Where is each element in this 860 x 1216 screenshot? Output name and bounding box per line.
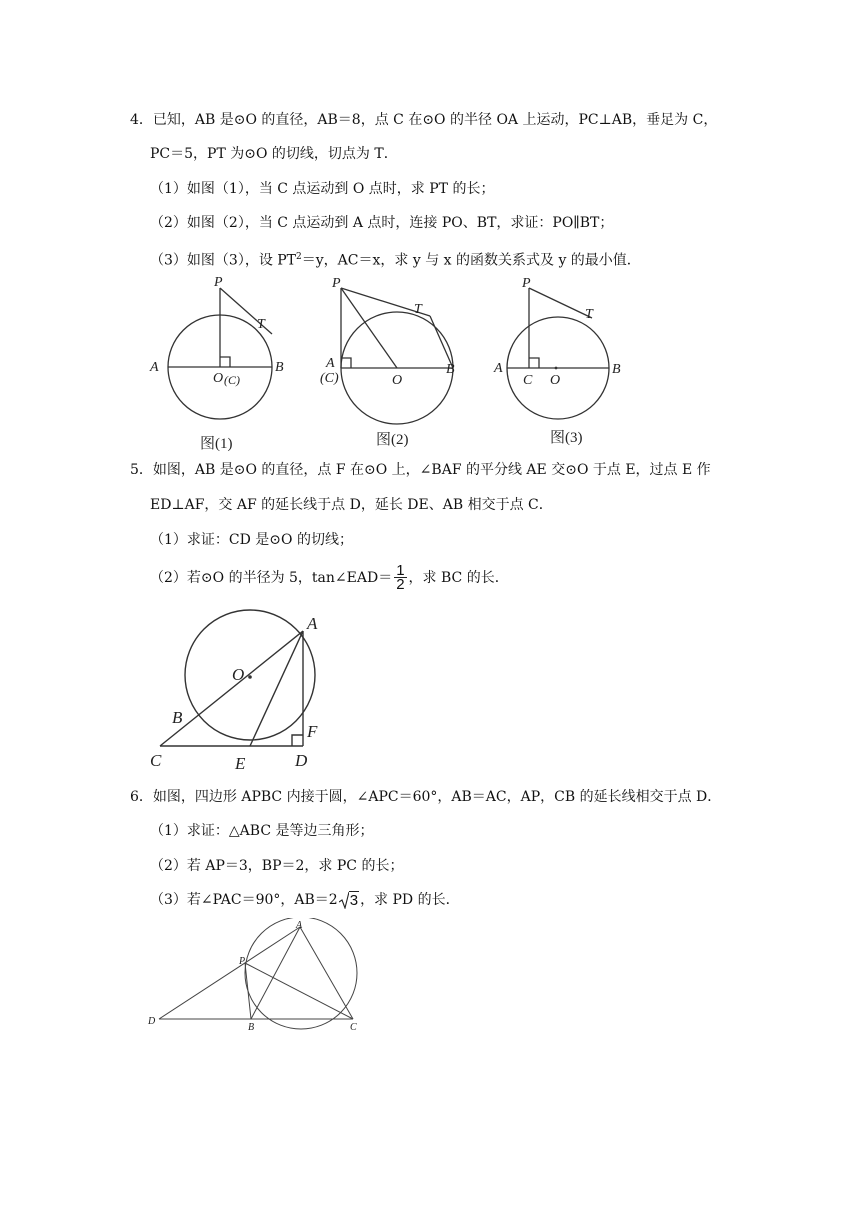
- label-d: D: [148, 1016, 156, 1027]
- q5-fraction: [394, 564, 406, 591]
- label-p: P: [239, 956, 246, 967]
- q4-figure-1: [140, 270, 300, 460]
- label-b: B: [172, 708, 183, 727]
- q5-stem-line2: ED⊥AF，交 AF 的延长线于点 D，延长 DE、AB 相交于点 C．: [150, 497, 553, 513]
- circle-o: [185, 610, 315, 740]
- label-o: O: [550, 373, 561, 388]
- q5-stem-line1: 5．如图，AB 是⊙O 的直径，点 F 在⊙O 上，∠BAF 的平分线 AE 交⊙O 于点 E，过点 E 作: [130, 462, 711, 478]
- line-pb: [245, 963, 251, 1019]
- line-ae: [250, 631, 303, 746]
- q6-part2: （2）若 AP＝3，BP＝2，求 PC 的长；: [150, 858, 404, 874]
- q6-part3-text-b: ，求 PD 的长．: [360, 892, 460, 908]
- q5-part2: [150, 564, 509, 591]
- segment-bt: [430, 316, 453, 368]
- label-a: A: [307, 614, 318, 633]
- line-da: [159, 927, 300, 1019]
- q5-part2-text-a: （2）若⊙O 的半径为 5，tan∠EAD＝: [150, 569, 393, 586]
- sqrt-symbol: [339, 891, 359, 909]
- label-p: P: [214, 275, 223, 290]
- q5-figure: [140, 605, 340, 780]
- q4-part3-text-b: ＝y，AC＝x，求 y 与 x 的函数关系式及 y 的最小值．: [301, 252, 641, 269]
- q4-part3: [150, 247, 641, 271]
- label-a: A: [296, 920, 303, 931]
- q6-part1: （1）求证：△ABC 是等边三角形；: [150, 823, 374, 839]
- label-e: E: [235, 754, 246, 773]
- q5-part2-text-b: ，求 BC 的长．: [408, 569, 509, 586]
- label-o: O: [213, 371, 224, 386]
- label-c: C: [150, 751, 162, 770]
- q4-part1: （1）如图（1），当 C 点运动到 O 点时，求 PT 的长；: [150, 181, 495, 197]
- label-c: C: [350, 1022, 357, 1033]
- q6-stem: 6．如图，四边形 APBC 内接于圆，∠APC＝60°，AB＝AC，AP，CB 的延长线相交于点 D．: [130, 789, 722, 805]
- label-b: B: [248, 1022, 255, 1033]
- q6-part3-text-a: （3）若∠PAC＝90°，AB＝2: [150, 892, 338, 908]
- center-dot: [555, 367, 558, 370]
- tangent-pt: [529, 288, 592, 318]
- figure-caption: 图(3): [550, 430, 583, 446]
- right-angle-mark: [529, 358, 539, 368]
- label-p: P: [522, 276, 531, 291]
- label-d: D: [295, 751, 308, 770]
- q6-figure: [145, 918, 370, 1038]
- right-angle-mark: [341, 358, 351, 368]
- q5-part1: （1）求证：CD 是⊙O 的切线；: [150, 532, 353, 548]
- q4-stem-line1: 4．已知，AB 是⊙O 的直径，AB＝8，点 C 在⊙O 的半径 OA 上运动，PC⊥AB，垂足为 C，: [130, 112, 718, 128]
- label-a: A: [150, 360, 159, 375]
- label-b: B: [446, 362, 455, 377]
- center-dot: [248, 675, 252, 679]
- label-c: (C): [224, 373, 240, 387]
- fraction-denominator: 2: [396, 576, 405, 593]
- figure-caption: 图(2): [376, 432, 409, 448]
- label-c: (C): [320, 371, 339, 386]
- label-a: A: [494, 361, 503, 376]
- q4-part2: （2）如图（2），当 C 点运动到 A 点时，连接 PO、BT，求证：PO∥BT；: [150, 215, 614, 231]
- right-angle-mark: [220, 357, 230, 367]
- radical-sign-icon: [339, 891, 349, 909]
- q4-part3-exponent: 2: [296, 252, 302, 262]
- q4-part3-text-a: （3）如图（3），设 PT: [150, 252, 297, 269]
- line-ca: [160, 631, 303, 746]
- q4-figure-3: [492, 272, 642, 462]
- radicand: 3: [349, 892, 359, 909]
- figure-caption: 图(1): [200, 436, 233, 452]
- label-o: O: [392, 373, 403, 388]
- q6-part3: [150, 890, 460, 910]
- q4-figure-2: [320, 272, 470, 462]
- label-c: C: [523, 373, 533, 388]
- label-p: P: [332, 276, 341, 291]
- fraction-numerator: 1: [396, 562, 405, 579]
- label-a: A: [326, 356, 335, 371]
- label-b: B: [275, 360, 284, 375]
- label-f: F: [307, 722, 318, 741]
- label-o: O: [232, 665, 245, 684]
- label-b: B: [612, 362, 621, 377]
- right-angle-mark: [292, 735, 303, 746]
- line-ab: [251, 927, 300, 1019]
- label-t: T: [257, 317, 265, 332]
- segment-po: [341, 288, 397, 368]
- label-t: T: [414, 302, 422, 317]
- q4-stem-line2: PC＝5，PT 为⊙O 的切线，切点为 T．: [150, 146, 398, 162]
- label-t: T: [585, 307, 593, 322]
